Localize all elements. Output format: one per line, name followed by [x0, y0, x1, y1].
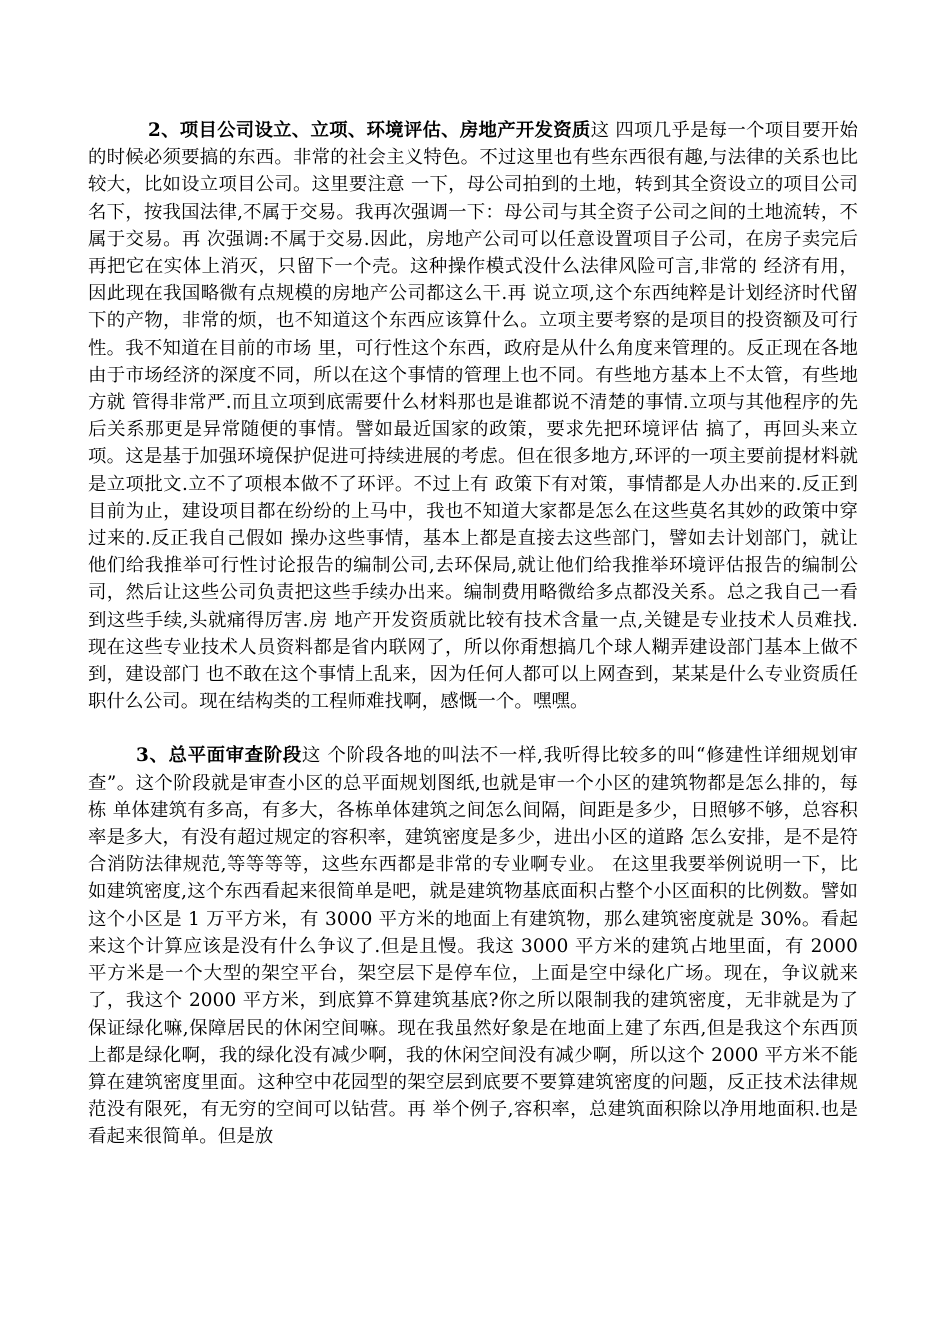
section-3-paragraph — [88, 742, 858, 1150]
document-page — [88, 117, 858, 1151]
section-2-number: 2、 — [148, 120, 180, 141]
section-2-paragraph — [88, 117, 858, 715]
section-3-heading — [136, 745, 302, 766]
section-2-title: 项目公司设立、立项、环境评估、房地产开发资质 — [179, 120, 591, 141]
section-2-body: 这 四项几乎是每一个项目要开始的时候必须要搞的东西。非常的社会主义特色。不过这里也有些东西很有趣,与法律的关系也比较大，比如设立项目公司。这里要注意 一下，母公司拍到的土地，转到其全资设立的项目公司名下，按我国法律,不属于交易。我再次强调一下：母公司与其全资子公司之间的土地流转，不属于交易。再 次强调:不属于交易.因此，房地产公司可以任意设置项目子公司，在房子卖完后再把它在实体上消灭，只留下一个壳。这种操作模式没什么法律风险可言,非常的 经济有用，因此现在我国略微有点规模的房地产公司都这么干.再 说立项,这个东西纯粹是计划经济时代留下的产物，非常的烦，也不知道这个东西应该算什么。立项主要考察的是项目的投资额及可行性。我不知道在目前的市场 里，可行性这个东西，政府是从什么角度来管理的。反正现在各地由于市场经济的深度不同，所以在这个事情的管理上也不同。有些地方基本上不太管，有些地方就 管得非常严.而且立项到底需要什么材料那也是谁都说不清楚的事情.立项与其他程序的先后关系那更是异常随便的事情。譬如最近国家的政策，要求先把环境评估 搞了，再回头来立项。这是基于加强环境保护促进可持续进展的考虑。但在很多地方,环评的一项主要前提材料就是立项批文.立不了项根本做不了环评。不过上有 政策下有对策，事情都是人办出来的.反正到目前为止，建设项目都在纷纷的上马中，我也不知道大家都是怎么在这些莫名其妙的政策中穿过来的.反正我自己假如 操办这些事情，基本上都是直接去这些部门，譬如去计划部门，就让他们给我推举可行性讨论报告的编制公司,去环保局,就让他们给我推举环境评估报告的编制公 司，然后让这些公司负责把这些手续办出来。编制费用略微给多点都没关系。总之我自己一看到这些手续,头就痛得厉害.房 地产开发资质就比较有技术含量一点,关键是专业技术人员难找.现在这些专业技术人员资料都是省内联网了，所以你甭想搞几个球人糊弄建设部门基本上做不到，建设部门 也不敢在这个事情上乱来，因为任何人都可以上网查到，某某是什么专业资质任职什么公司。现在结构类的工程师难找啊，感慨一个。嘿嘿。 — [88, 120, 858, 713]
section-3-body: 这 个阶段各地的叫法不一样,我听得比较多的叫“修建性详细规划审查”。这个阶段就是审查小区的总平面规划图纸,也就是审一个小区的建筑物都是怎么排的，每栋 单体建筑有多高，有多大，各栋单体建筑之间怎么间隔，间距是多少，日照够不够，总容积率是多大，有没有超过规定的容积率，建筑密度是多少，进出小区的道路 怎么安排，是不是符合消防法律规范,等等等等，这些东西都是非常的专业啊专业。 在这里我要举例说明一下，比如建筑密度,这个东西看起来很简单是吧，就是建筑物基底面积占整个小区面积的比例数。譬如这个小区是 1 万平方米，有 3000 平方米的地面上有建筑物，那么建筑密度就是 30%。看起来这个计算应该是没有什么争议了.但是且慢。我这 3000 平方米的建筑占地里面，有 2000 平方米是一个大型的架空平台，架空层下是停车位，上面是空中绿化广场。现在，争议就来了，我这个 2000 平方米，到底算不算建筑基底?你之所以限制我的建筑密度，无非就是为了保证绿化嘛,保障居民的休闲空间嘛。现在我虽然好象是在地面上建了东西,但是我这个东西顶上都是绿化啊，我的绿化没有减少啊，我的休闲空间没有减少啊，所以这个 2000 平方米不能算在建筑密度里面。这种空中花园型的架空层到底要不要算建筑密度的问题，反正技术法律规范没有限死，有无穷的空间可以钻营。再 举个例子,容积率，总建筑面积除以净用地面积.也是看起来很简单。但是放 — [88, 745, 858, 1148]
section-2-heading — [148, 120, 591, 141]
section-3-number: 3、 — [136, 745, 169, 767]
section-3-title: 总平面审查阶段 — [168, 745, 302, 767]
